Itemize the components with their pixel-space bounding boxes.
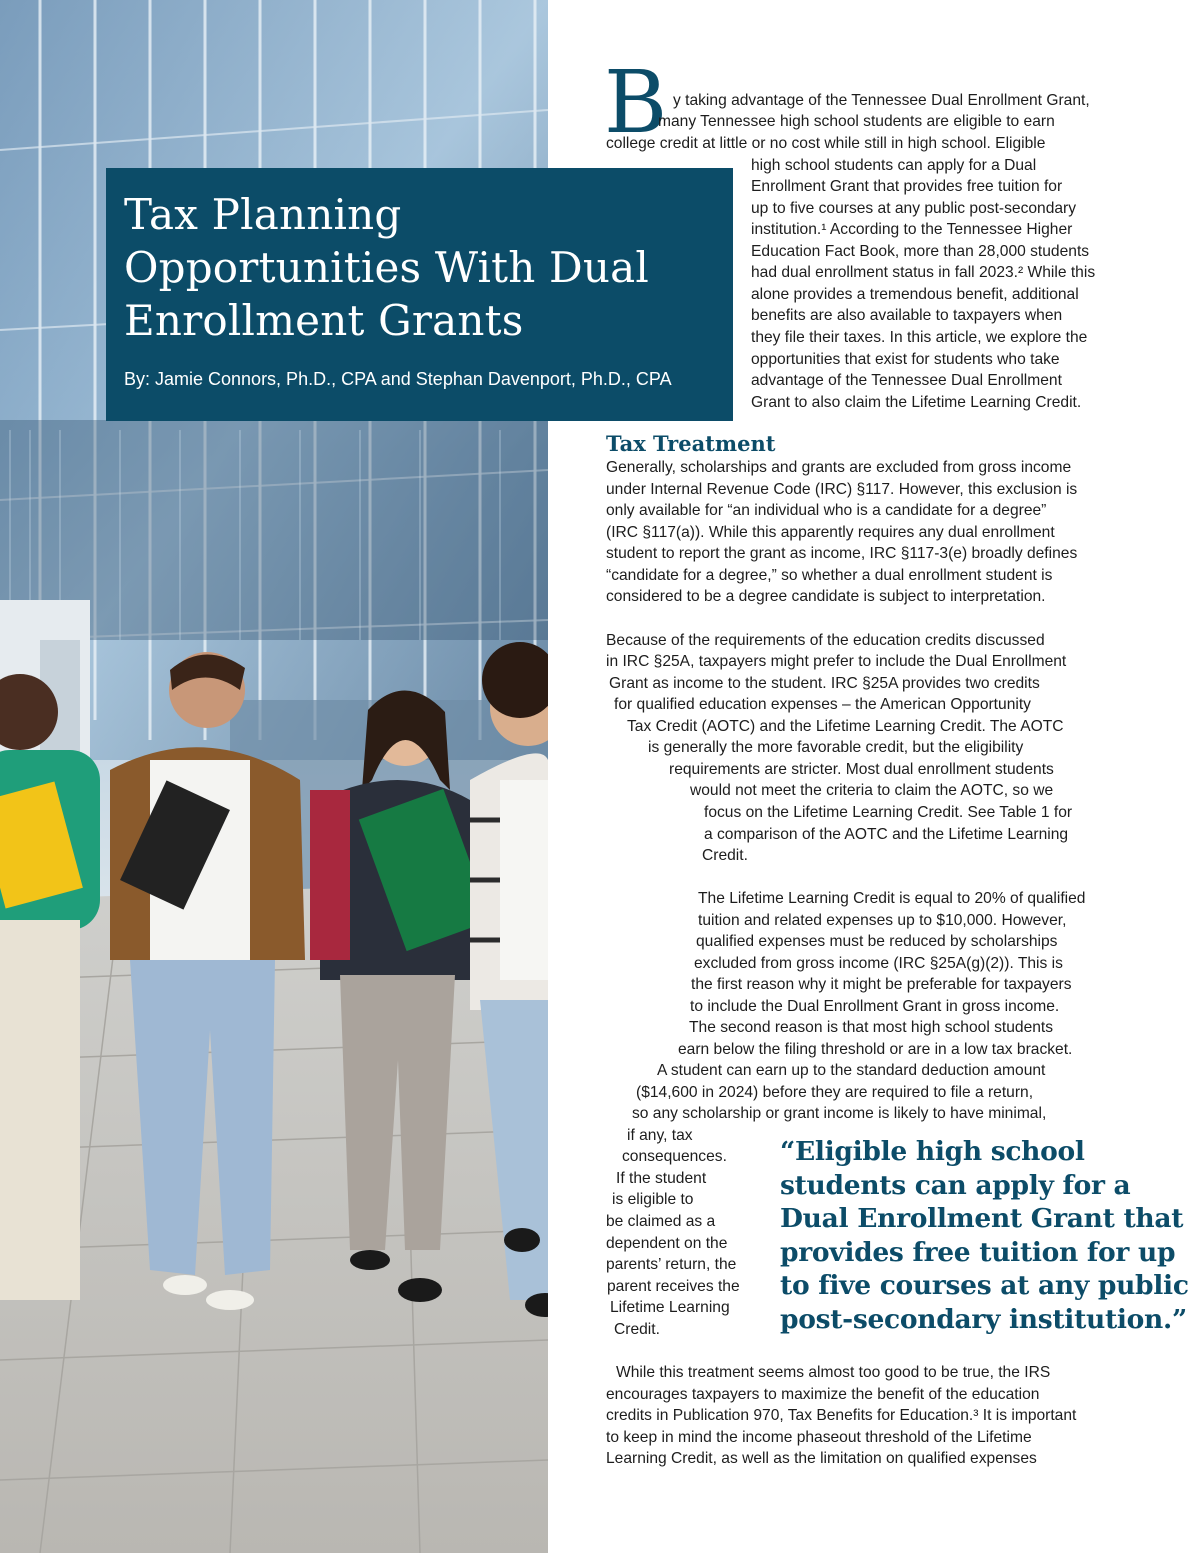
text-line: dependent on the: [606, 1235, 728, 1252]
text-line: many Tennessee high school students are eligible to earn: [658, 113, 1055, 130]
text-line: is eligible to: [612, 1191, 694, 1208]
text-line: (IRC §117(a)). While this apparently requires any dual enrollment: [606, 524, 1055, 541]
quote-line: Dual Enrollment Grant that: [780, 1203, 1184, 1234]
text-line: Learning Credit, as well as the limitation on qualified expenses: [606, 1450, 1037, 1467]
section-heading: Tax Treatment: [606, 431, 776, 456]
text-line: up to five courses at any public post-secondary: [751, 200, 1077, 217]
text-line: Generally, scholarships and grants are excluded from gross income: [606, 459, 1072, 476]
text-line: consequences.: [622, 1148, 727, 1165]
text-line: only available for “an individual who is a candidate for a degree”: [606, 502, 1047, 519]
text-line: qualified expenses must be reduced by scholarships: [696, 933, 1058, 950]
text-line: they file their taxes. In this article, we explore the: [751, 329, 1088, 346]
text-line: Credit.: [702, 847, 748, 864]
text-line: y taking advantage of the Tennessee Dual Enrollment Grant,: [673, 92, 1090, 109]
article-title: [124, 188, 715, 347]
text-line: would not meet the criteria to claim the AOTC, so we: [690, 782, 1054, 799]
text-line: parent receives the: [607, 1278, 740, 1295]
text-line: Grant as income to the student. IRC §25A provides two credits: [609, 675, 1040, 692]
text-line: focus on the Lifetime Learning Credit. See Table 1 for: [704, 804, 1073, 821]
text-line: Grant to also claim the Lifetime Learning Credit.: [751, 394, 1082, 411]
text-line: is generally the more favorable credit, but the eligibility: [648, 739, 1024, 756]
text-line: opportunities that exist for students who take: [751, 351, 1060, 368]
text-line: earn below the filing threshold or are in a low tax bracket.: [678, 1041, 1073, 1058]
text-line: ($14,600 in 2024) before they are required to file a return,: [636, 1084, 1034, 1101]
text-line: A student can earn up to the standard deduction amount: [657, 1062, 1046, 1079]
text-line: Education Fact Book, more than 28,000 students: [751, 243, 1090, 260]
quote-line: to five courses at any public: [780, 1270, 1189, 1301]
text-line: The second reason is that most high school students: [689, 1019, 1054, 1036]
quote-line: “Eligible high school: [780, 1136, 1085, 1167]
text-line: requirements are stricter. Most dual enrollment students: [669, 761, 1054, 778]
text-line: student to report the grant as income, IRC §117-3(e) broadly defines: [606, 545, 1078, 562]
text-line: to include the Dual Enrollment Grant in gross income.: [690, 998, 1060, 1015]
title-line: Enrollment Grants: [124, 296, 524, 345]
text-line: encourages taxpayers to maximize the benefit of the education: [606, 1386, 1040, 1403]
text-line: to keep in mind the income phaseout threshold of the Lifetime: [606, 1429, 1032, 1446]
byline: By: Jamie Connors, Ph.D., CPA and Stephan Davenport, Ph.D., CPA: [124, 369, 672, 389]
text-line: Enrollment Grant that provides free tuition for: [751, 178, 1063, 195]
text-line: a comparison of the AOTC and the Lifetime Learning: [704, 826, 1069, 843]
text-line: excluded from gross income (IRC §25A(g)(2)). This is: [694, 955, 1063, 972]
text-line: If the student: [616, 1170, 707, 1187]
quote-line: post-secondary institution.”: [780, 1303, 1187, 1335]
text-line: institution.¹ According to the Tennessee Higher: [751, 221, 1073, 238]
text-line: in IRC §25A, taxpayers might prefer to include the Dual Enrollment: [606, 653, 1067, 670]
drop-cap: B: [604, 53, 668, 153]
title-box: [106, 168, 733, 421]
text-line: credits in Publication 970, Tax Benefits for Education.³ It is important: [606, 1407, 1077, 1424]
text-line: alone provides a tremendous benefit, additional: [751, 286, 1079, 303]
text-line: high school students can apply for a Dual: [751, 157, 1037, 174]
text-line: considered to be a degree candidate is subject to interpretation.: [606, 588, 1046, 605]
text-line: had dual enrollment status in fall 2023.² While this: [751, 264, 1096, 281]
text-line: college credit at little or no cost while still in high school. Eligible: [606, 135, 1046, 152]
text-line: the first reason why it might be preferable for taxpayers: [691, 976, 1072, 993]
quote-line: students can apply for a: [780, 1169, 1131, 1201]
text-line: Credit.: [614, 1321, 660, 1338]
text-line: so any scholarship or grant income is likely to have minimal,: [632, 1105, 1047, 1122]
title-line: Opportunities With Dual: [124, 243, 649, 292]
text-line: advantage of the Tennessee Dual Enrollment: [751, 372, 1062, 389]
text-line: Tax Credit (AOTC) and the Lifetime Learning Credit. The AOTC: [627, 718, 1064, 735]
text-line: The Lifetime Learning Credit is equal to 20% of qualified: [698, 890, 1086, 907]
text-line: benefits are also available to taxpayers when: [751, 307, 1063, 324]
text-line: if any, tax: [627, 1127, 693, 1144]
quote-line: provides free tuition for up: [780, 1236, 1176, 1268]
text-line: Lifetime Learning: [610, 1299, 730, 1316]
pull-quote: [780, 1135, 1189, 1336]
text-line: under Internal Revenue Code (IRC) §117. However, this exclusion is: [606, 481, 1078, 498]
text-line: Because of the requirements of the education credits discussed: [606, 632, 1045, 649]
title-line: Tax Planning: [124, 190, 402, 239]
text-line: be claimed as a: [606, 1213, 716, 1230]
text-line: tuition and related expenses up to $10,000. However,: [698, 912, 1067, 929]
text-line: parents’ return, the: [606, 1256, 737, 1273]
text-line: for qualified education expenses – the American Opportunity: [614, 696, 1031, 713]
text-line: While this treatment seems almost too good to be true, the IRS: [616, 1364, 1051, 1381]
text-line: “candidate for a degree,” so whether a dual enrollment student is: [606, 567, 1053, 584]
